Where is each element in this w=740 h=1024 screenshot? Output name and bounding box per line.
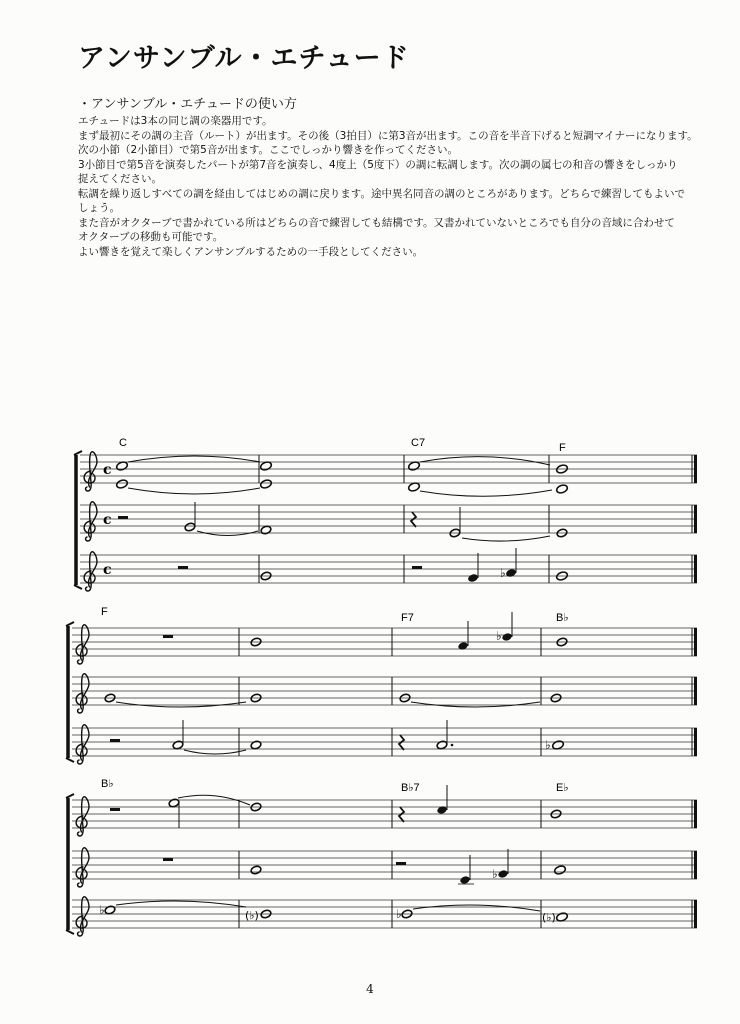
svg-text:♭: ♭ bbox=[396, 907, 402, 921]
svg-text:♭: ♭ bbox=[500, 566, 506, 580]
score-system-1 bbox=[74, 437, 697, 591]
staff-2 bbox=[72, 674, 697, 713]
staff-3 bbox=[72, 897, 697, 936]
svg-text:(♭): (♭) bbox=[542, 911, 556, 924]
staff-3 bbox=[80, 548, 697, 591]
usage-line: 次の小節（2小節目）で第5音が出ます。ここでしっかり響きを作ってください。 bbox=[78, 144, 459, 156]
usage-line: 転調を繰り返しすべての調を経由してはじめの調に戻ります。途中異名同音の調のところがあります。どちらで練習してもよいで bbox=[78, 187, 686, 200]
staff-1 bbox=[72, 785, 697, 836]
staff-1 bbox=[72, 612, 697, 664]
usage-line: オクターブの移動も可能です。 bbox=[78, 231, 224, 243]
svg-text:♭: ♭ bbox=[545, 738, 551, 752]
chord-symbol: C bbox=[119, 437, 127, 449]
usage-line: また音がオクターブで書かれている所はどちらの音で練習しても結構です。又書かれていないところでも自分の音域に合わせて bbox=[78, 216, 675, 229]
chord-symbol: C7 bbox=[411, 437, 426, 449]
staff-2 bbox=[80, 502, 697, 541]
svg-text:c: c bbox=[103, 512, 112, 528]
usage-line: よい響きを覚えて楽しくアンサンブルするための一手段としてください。 bbox=[78, 245, 424, 258]
chord-symbol: B♭7 bbox=[401, 782, 420, 794]
usage-heading: ・アンサンブル・エチュードの使い方 bbox=[78, 97, 297, 112]
chord-symbol: B♭ bbox=[556, 612, 569, 624]
chord-symbol: B♭ bbox=[101, 778, 114, 790]
staff-1 bbox=[80, 452, 697, 496]
score-system-3 bbox=[66, 778, 697, 936]
usage-line: まず最初にその調の主音（ルート）が出ます。その後（3拍目）に第3音が出ます。この音を半音下げると短調マイナーになります。 bbox=[78, 129, 698, 142]
svg-text:♭: ♭ bbox=[99, 903, 105, 917]
svg-text:♭: ♭ bbox=[492, 867, 498, 881]
svg-text:c: c bbox=[103, 562, 112, 578]
usage-line: エチュードは3本の同じ調の楽器用です。 bbox=[78, 115, 273, 127]
page-number: 4 bbox=[366, 982, 374, 996]
usage-line: 3小節目で第5音を演奏したパートが第7音を演奏し、4度上（5度下）の調に転調します。次の調の属七の和音の響きをしっかり bbox=[78, 158, 678, 171]
svg-text:(♭): (♭) bbox=[245, 909, 259, 922]
svg-text:♭: ♭ bbox=[496, 629, 502, 643]
score-system-2 bbox=[66, 606, 697, 764]
staff-3 bbox=[72, 720, 697, 764]
chord-symbol: F bbox=[101, 606, 108, 618]
chord-symbol: F bbox=[559, 442, 566, 454]
chord-symbol: F7 bbox=[401, 612, 414, 624]
svg-text:c: c bbox=[103, 462, 112, 478]
usage-line: 捉えてください。 bbox=[78, 173, 162, 185]
chord-symbol: E♭ bbox=[556, 782, 569, 794]
page-title: アンサンブル・エチュード bbox=[78, 43, 410, 74]
usage-line: しょう。 bbox=[78, 202, 120, 214]
staff-2 bbox=[72, 848, 697, 887]
